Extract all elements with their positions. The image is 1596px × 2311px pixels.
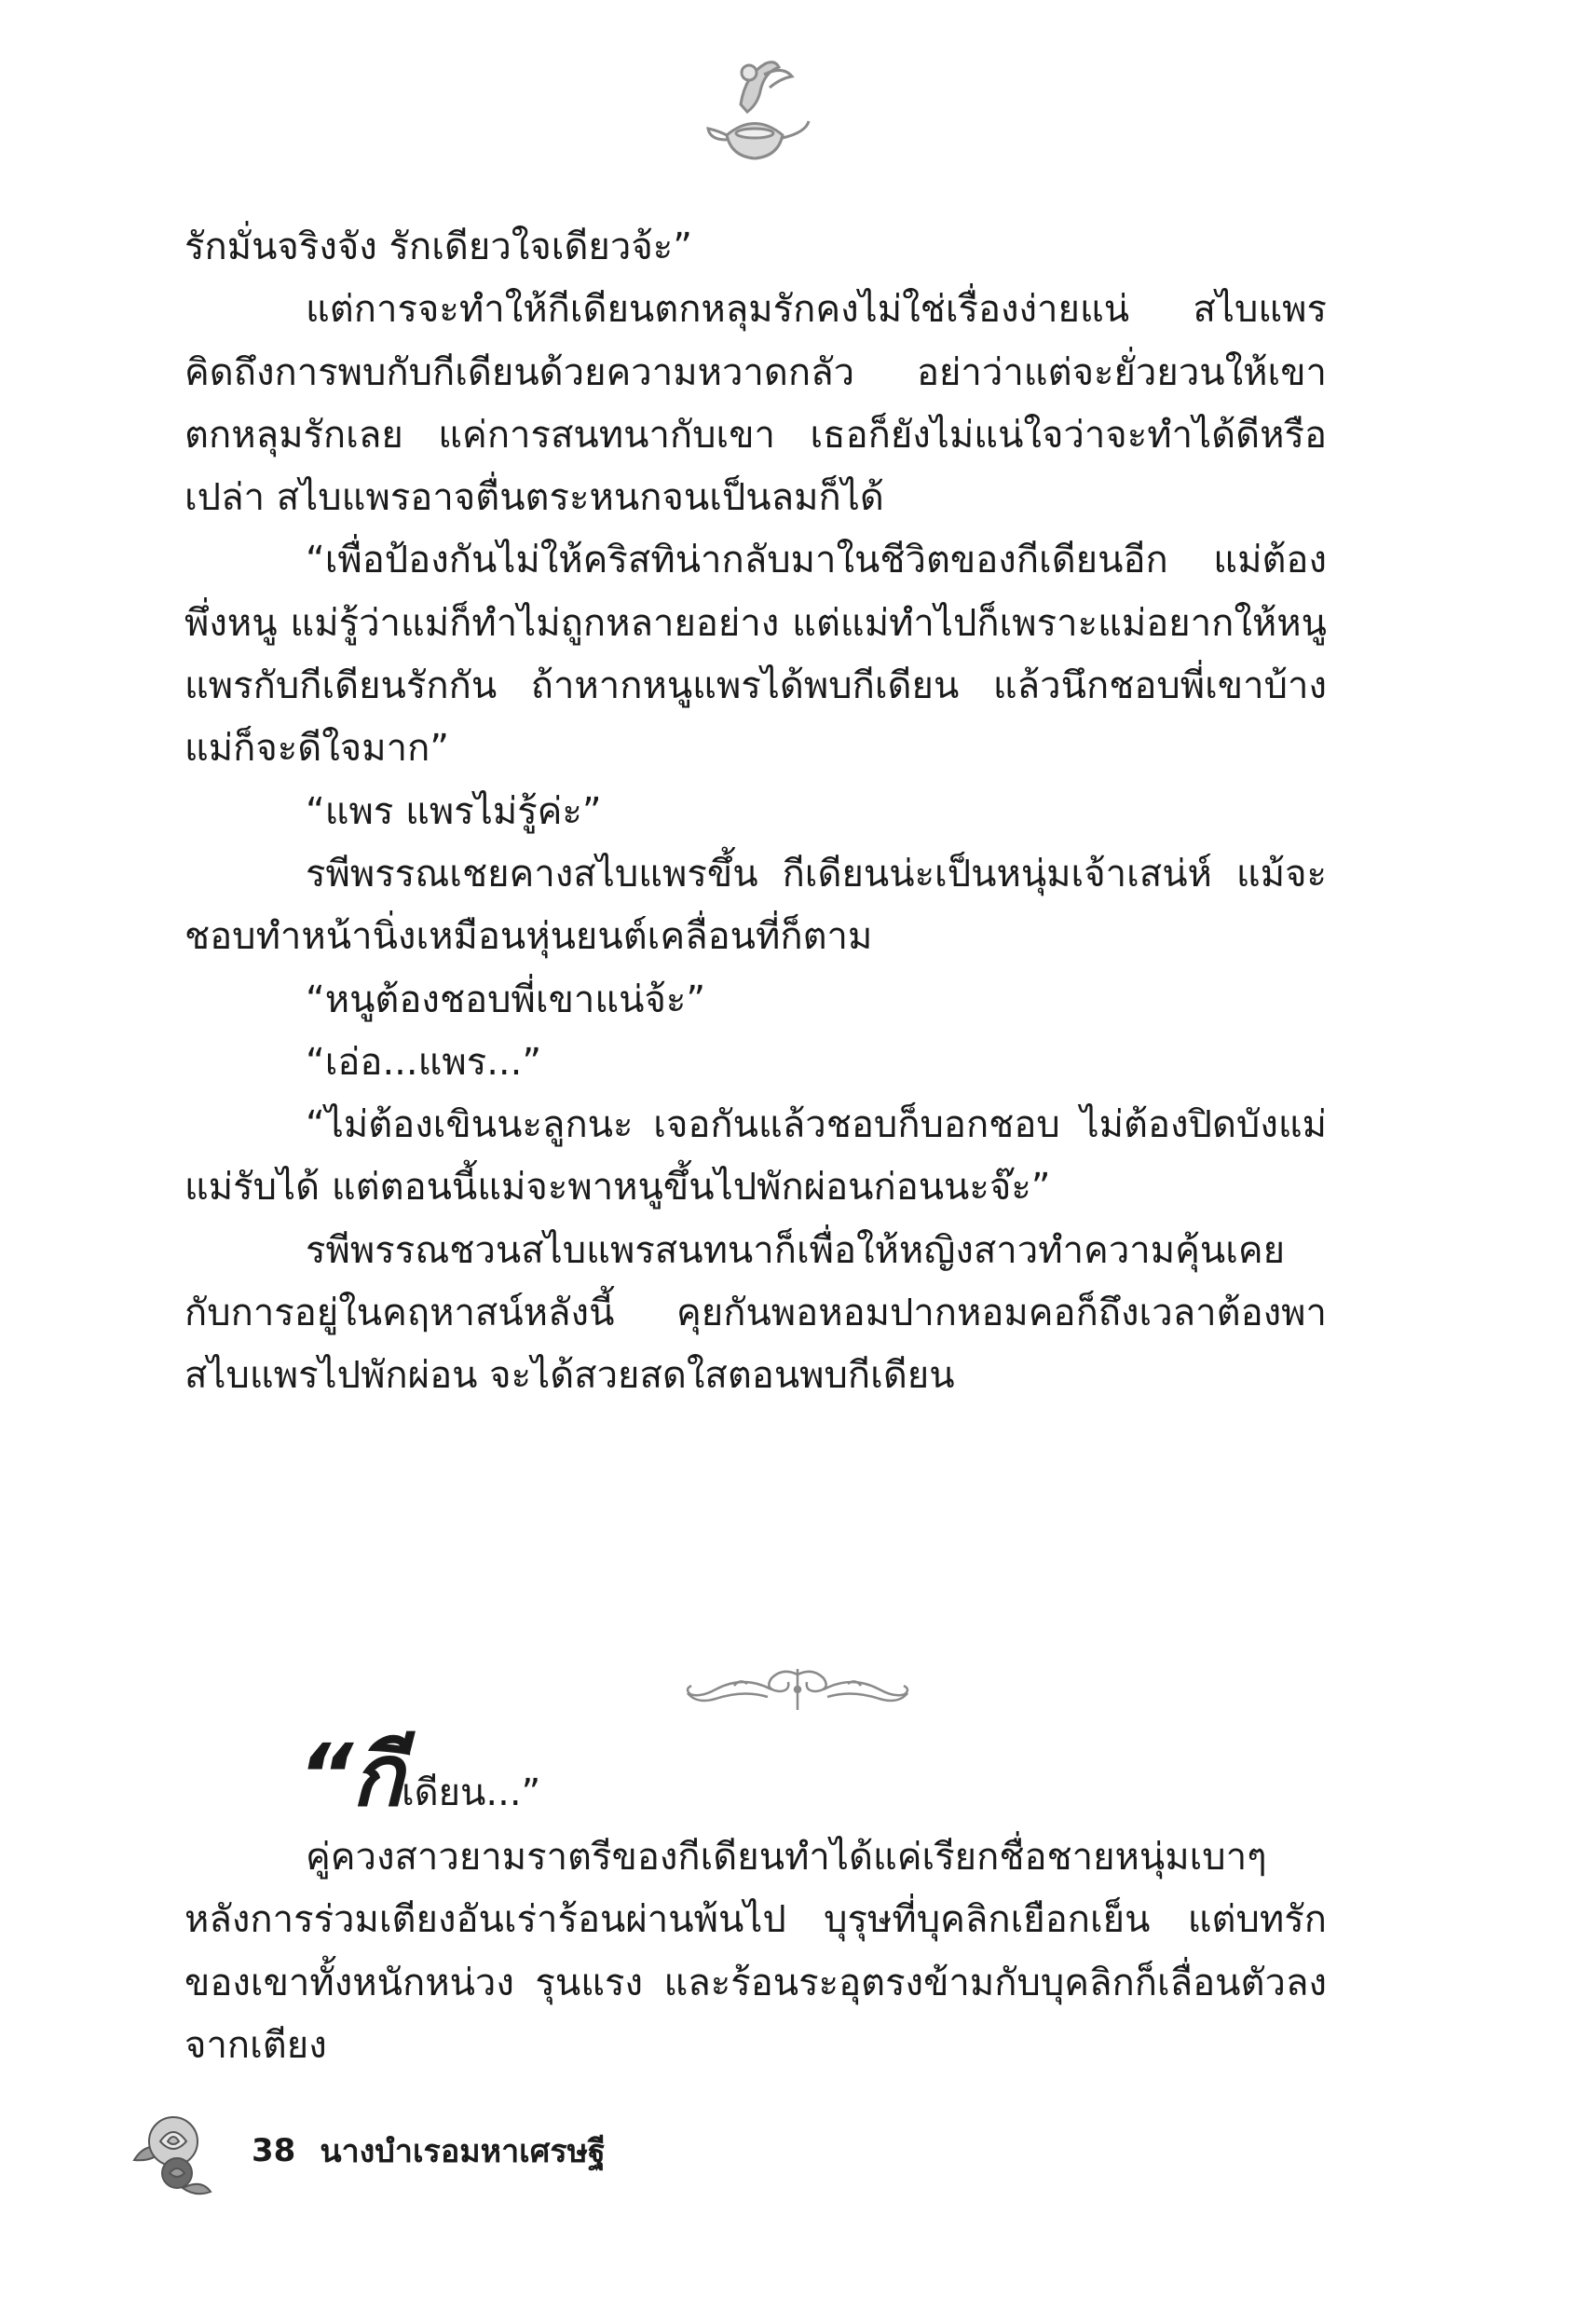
scroll-divider-icon (678, 1661, 917, 1717)
teapot-ornament-icon (689, 47, 820, 168)
body-text-section-1 (184, 216, 1327, 1408)
paragraph: “เพื่อป้องกันไม่ให้คริสทิน่ากลับมาในชีวิตของกีเดียนอีก แม่ต้องพึ่งหนู แม่รู้ว่าแม่ก็ทำไม่ถูกหลายอย่าง แต่แม่ทำไปก็เพราะแม่อยากให้หนูแพรกับกีเดียนรักกัน ถ้าหากหนูแพรได้พบกีเดียน แล้วนึกชอบพี่เขาบ้าง แม่ก็จะดีใจมาก” (184, 539, 1327, 771)
paragraph: แต่การจะทำให้กีเดียนตกหลุมรักคงไม่ใช่เรื่องง่ายแน่ สไบแพรคิดถึงการพบกับกีเดียนด้วยความหวาดกลัว อย่าว่าแต่จะยั่วยวนให้เขาตกหลุมรักเลย แค่การสนทนากับเขา เธอก็ยังไม่แน่ใจว่าจะทำได้ดีหรือเปล่า สไบแพรอาจตื่นตระหนกจนเป็นลมก็ได้ (184, 288, 1327, 520)
paragraph: คู่ควงสาวยามราตรีของกีเดียนทำได้แค่เรียกชื่อชายหนุ่มเบาๆ หลังการร่วมเตียงอันเร่าร้อนผ่านพ้นไป บุรุษที่บุคลิกเยือกเย็น แต่บทรักของเขาทั้งหนักหน่วง รุนแรง และร้อนระอุตรงข้ามกับบุคลิกก็เลื่อนตัวลงจากเตียง (184, 1836, 1327, 2067)
paragraph: “เอ่อ...แพร...” (306, 1040, 542, 1084)
rose-icon (127, 2104, 216, 2197)
page-footer (127, 2104, 606, 2197)
paragraph: รพีพรรณชวนสไบแพรสนทนาก็เพื่อให้หญิงสาวทำความคุ้นเคยกับการอยู่ในคฤหาสน์หลังนี้ คุยกันพอหอมปากหอมคอก็ถึงเวลาต้องพาสไบแพรไปพักผ่อน จะได้สวยสดใสตอนพบกีเดียน (184, 1228, 1327, 1398)
book-title: นางบำเรอมหาเศรษฐี (320, 2133, 606, 2170)
paragraph: “แพร แพรไม่รู้ค่ะ” (306, 789, 602, 833)
body-text-section-2 (184, 1826, 1327, 2077)
drop-cap: “กี (298, 1726, 402, 1826)
paragraph: รพีพรรณเชยคางสไบแพรขึ้น กีเดียนน่ะเป็นหนุ่มเจ้าเสน่ห์ แม้จะชอบทำหน้านิ่งเหมือนหุ่นยนต์เคลื่อนที่ก็ตาม (184, 852, 1327, 959)
paragraph: รักมั่นจริงจัง รักเดียวใจเดียวจ้ะ” (184, 226, 692, 268)
drop-cap-rest: เดียน...” (401, 1771, 541, 1814)
page-number: 38 (252, 2132, 296, 2169)
paragraph: “ไม่ต้องเขินนะลูกนะ เจอกันแล้วชอบก็บอกชอบ ไม่ต้องปิดบังแม่ แม่รับได้ แต่ตอนนี้แม่จะพาหนูขึ้นไปพักผ่อนก่อนนะจ๊ะ” (184, 1103, 1327, 1210)
section-opening-line (298, 1726, 541, 1826)
paragraph: “หนูต้องชอบพี่เขาแน่จ้ะ” (306, 978, 706, 1021)
